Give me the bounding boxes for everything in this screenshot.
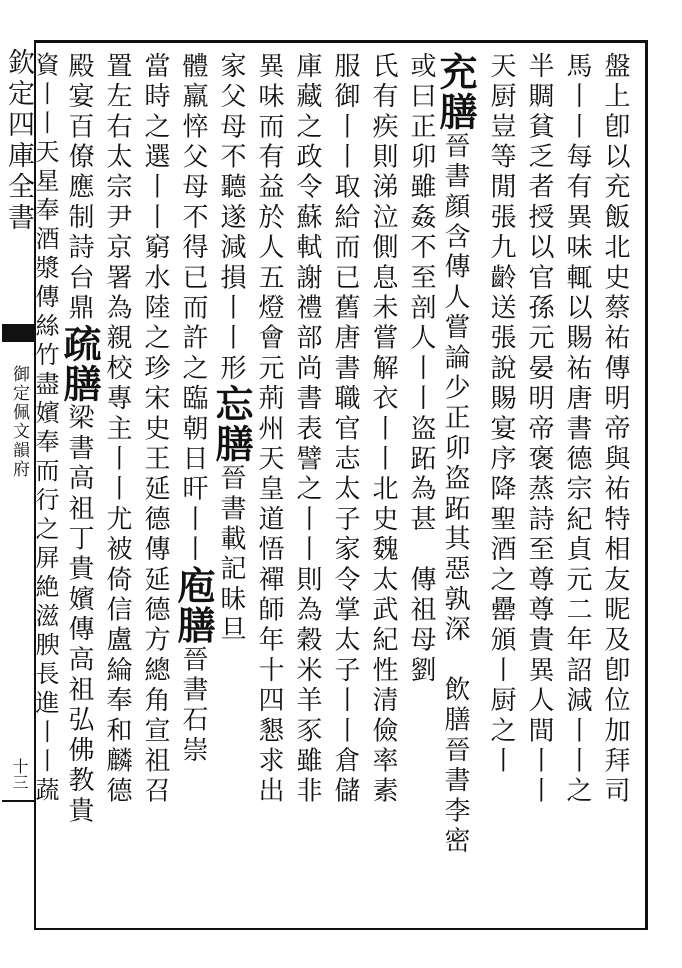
entry-text: 體羸悴父母不得已而許之 — [178, 52, 208, 385]
text-column-12 — [171, 52, 216, 922]
text-column-16 — [31, 52, 62, 922]
text-column-13: 當時之選丨丨窮水陸之珍宋史王延德傳延德方總角宣祖召 — [140, 52, 170, 807]
text-column-6: 或曰正卯雖姦不至剖人丨丨盗跖為甚 傳祖母劉 — [406, 52, 436, 687]
entry-text: 臨朝日旰丨丨 — [178, 384, 208, 566]
entry-text: 晉書石崇 — [178, 645, 208, 767]
entry-text: 殿宴百僚應制詩台鼎 — [64, 52, 94, 324]
text-column-4: 天厨豈等閒張九齡送張說賜宴序降聖酒之罍頒丨厨之丨 — [486, 52, 516, 777]
text-column-15 — [57, 52, 102, 922]
text-column-9: 庫藏之政令蘇軾謝禮部尚書表譬之丨丨則為穀米羊豕雖非 — [292, 52, 322, 807]
text-column-7: 氏有疾則涕泣側息未嘗解衣丨丨北史魏太武紀性清儉率素 — [368, 52, 398, 807]
entry-head-chongshan: 充膳 — [433, 52, 478, 132]
text-column-3: 半賙貧乏者授以官孫元晏明帝褒蒸詩至尊尊貴異人間丨丨 — [524, 52, 554, 807]
entry-head-paoshan: 庖膳 — [171, 565, 216, 646]
text-column-10: 異味而有益於人五燈會元荊州天皇道悟禪師年十四懇求出 — [254, 52, 284, 807]
text-column-11 — [209, 52, 254, 922]
text-column-5 — [433, 52, 478, 922]
page-number: 十三 — [10, 758, 29, 790]
book-subtitle: 御定佩文韻府 — [9, 365, 29, 479]
entry-head-shushan: 疏膳 — [57, 323, 102, 404]
entry-text: 梁書高祖丁貴嬪傳高祖弘佛教貴 — [64, 403, 94, 827]
text-column-14: 置左右太宗尹京署為親校專主丨丨尤被倚信盧綸奉和麟德 — [102, 52, 132, 807]
frame-bottom-line — [34, 928, 648, 930]
entry-text: 資丨丨天星奉酒漿 — [31, 52, 59, 284]
text-column-2: 馬丨丨每有異味輒以賜祐唐書德宗紀貞元二年詔減丨丨之 — [562, 52, 592, 807]
entry-text: 家父母不聽遂減損丨丨形 — [216, 52, 246, 385]
entry-text: 晉書載記昧旦 — [216, 464, 246, 646]
text-column-1: 盤上卽以充飯北史蔡祐傳明帝與祐特相友昵及卽位加拜司 — [600, 52, 630, 807]
book-title: 欽定四庫全書 — [3, 48, 34, 234]
entry-text: 晉書顔含傳人嘗論少正卯盗跖其惡孰深 飲膳晉書李密 — [440, 132, 470, 857]
entry-text: 傳絲竹盡 — [31, 284, 59, 400]
frame-top-line — [34, 40, 648, 43]
entry-text: 嬪奉而行之屏絶滋腴長進丨丨蔬 — [31, 400, 59, 806]
entry-head-wangshan: 忘膳 — [209, 384, 254, 465]
frame-right-line — [645, 40, 648, 930]
text-column-8: 服御丨丨取給而已舊唐書職官志太子家令掌太子丨丨倉儲 — [330, 52, 360, 807]
